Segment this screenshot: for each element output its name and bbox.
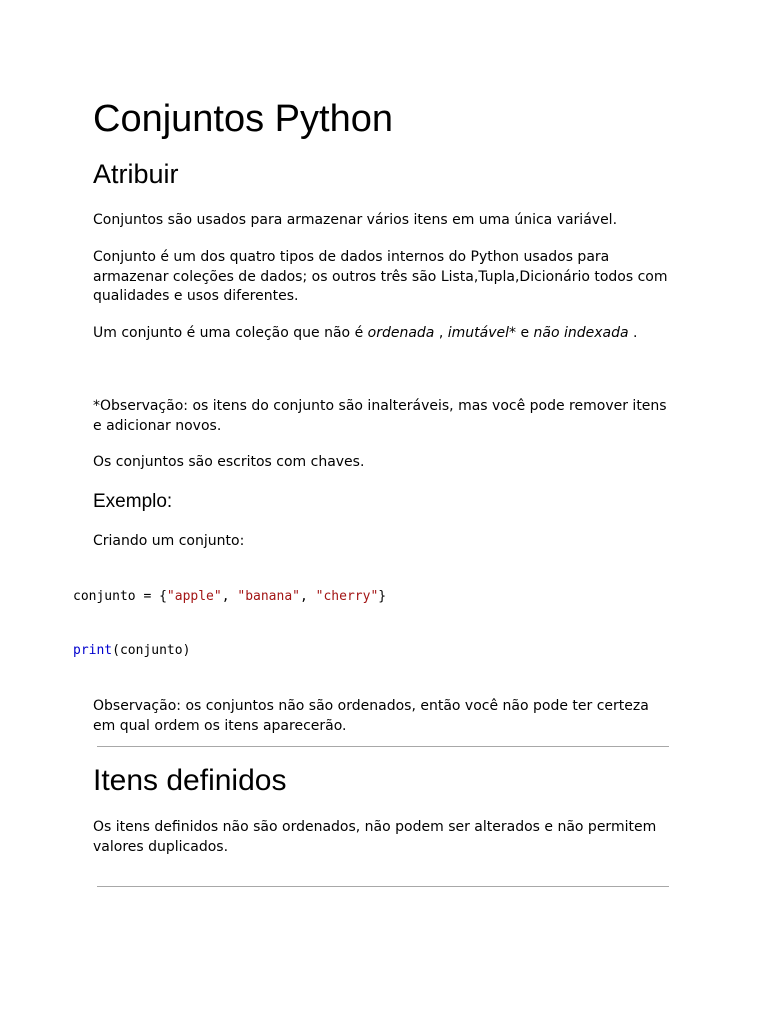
properties-separator-1: , xyxy=(434,325,448,341)
divider-1 xyxy=(97,746,669,747)
code-comma-1: , xyxy=(221,589,238,604)
code-print-args: (conjunto) xyxy=(112,643,191,658)
property-immutable: imutável* xyxy=(447,325,517,341)
code-string-banana: "banana" xyxy=(237,589,300,604)
page-title: Conjuntos Python xyxy=(93,98,393,140)
paragraph-note-unchangeable: *Observação: os itens do conjunto são inalteráveis, mas você pode remover itens e adicionar novos. xyxy=(93,398,667,434)
code-assign-prefix: conjunto = { xyxy=(73,589,167,604)
divider-2 xyxy=(97,886,669,887)
code-string-cherry: "cherry" xyxy=(315,589,379,604)
paragraph-intro: Conjuntos são usados para armazenar vários itens em uma única variável. xyxy=(93,212,618,228)
section-heading-atribuir: Atribuir xyxy=(93,159,179,189)
paragraph-set-properties xyxy=(93,324,668,344)
code-comma-2: , xyxy=(300,589,316,604)
paragraph-builtin-types: Conjunto é um dos quatro tipos de dados internos do Python usados para armazenar coleções de dados; os outros três são Lista,Tupla,Dicionário todos com qualidades e usos diferentes. xyxy=(93,249,668,304)
property-unindexed: não indexada xyxy=(533,325,629,341)
paragraph-set-items: Os itens definidos não são ordenados, não podem ser alterados e não permitem valores duplicados. xyxy=(93,819,657,855)
properties-prefix: Um conjunto é uma coleção que não é xyxy=(93,325,368,341)
code-string-apple: "apple" xyxy=(166,589,222,604)
paragraph-note-unordered: Observação: os conjuntos não são ordenados, então você não pode ter certeza em qual ordem os itens aparecerão. xyxy=(93,698,649,734)
property-ordered: ordenada xyxy=(367,325,435,341)
code-line-print xyxy=(73,642,190,660)
code-assign-suffix: } xyxy=(378,589,387,604)
example-heading: Exemplo: xyxy=(93,491,173,512)
paragraph-curly-braces: Os conjuntos são escritos com chaves. xyxy=(93,454,365,470)
section-heading-itens-definidos: Itens definidos xyxy=(93,764,287,797)
properties-separator-2: e xyxy=(516,325,534,341)
example-intro: Criando um conjunto: xyxy=(93,533,245,549)
properties-suffix: . xyxy=(628,325,638,341)
code-line-assignment xyxy=(73,588,386,606)
code-keyword-print: print xyxy=(73,643,113,658)
